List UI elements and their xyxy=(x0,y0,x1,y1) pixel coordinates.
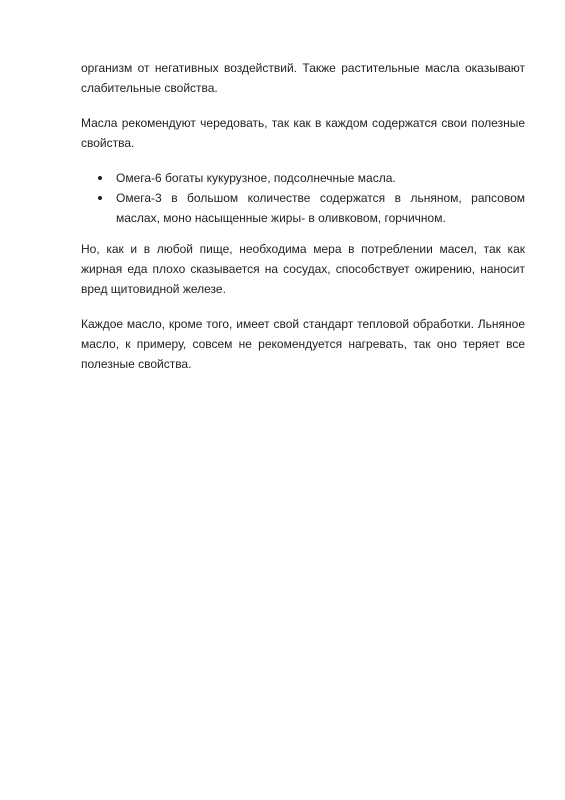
bullet-list xyxy=(81,168,525,228)
bullet-text: Омега-3 в большом количестве содержатся в льняном, рапсовом маслах, моно насыщенные жиры- в оливковом, горчичном. xyxy=(116,191,525,225)
bullet-item xyxy=(81,188,525,228)
paragraph: Но, как и в любой пище, необходима мера в потреблении масел, так как жирная еда плохо сказывается на сосудах, способствует ожирению, наносит вред щитовидной железе. xyxy=(81,242,525,296)
bullet-dot-icon xyxy=(98,176,102,180)
bullet-text: Омега-6 богаты кукурузное, подсолнечные масла. xyxy=(116,171,396,185)
paragraph: организм от негативных воздействий. Также растительные масла оказывают слабительные свойства. xyxy=(81,61,525,95)
paragraph: Каждое масло, кроме того, имеет свой стандарт тепловой обработки. Льняное масло, к примеру, совсем не рекомендуется нагревать, так оно теряет все полезные свойства. xyxy=(81,317,525,371)
paragraph: Масла рекомендуют чередовать, так как в каждом содержатся свои полезные свойства. xyxy=(81,116,525,150)
document-body xyxy=(81,58,525,389)
bullet-dot-icon xyxy=(98,196,102,200)
bullet-item xyxy=(81,168,525,188)
